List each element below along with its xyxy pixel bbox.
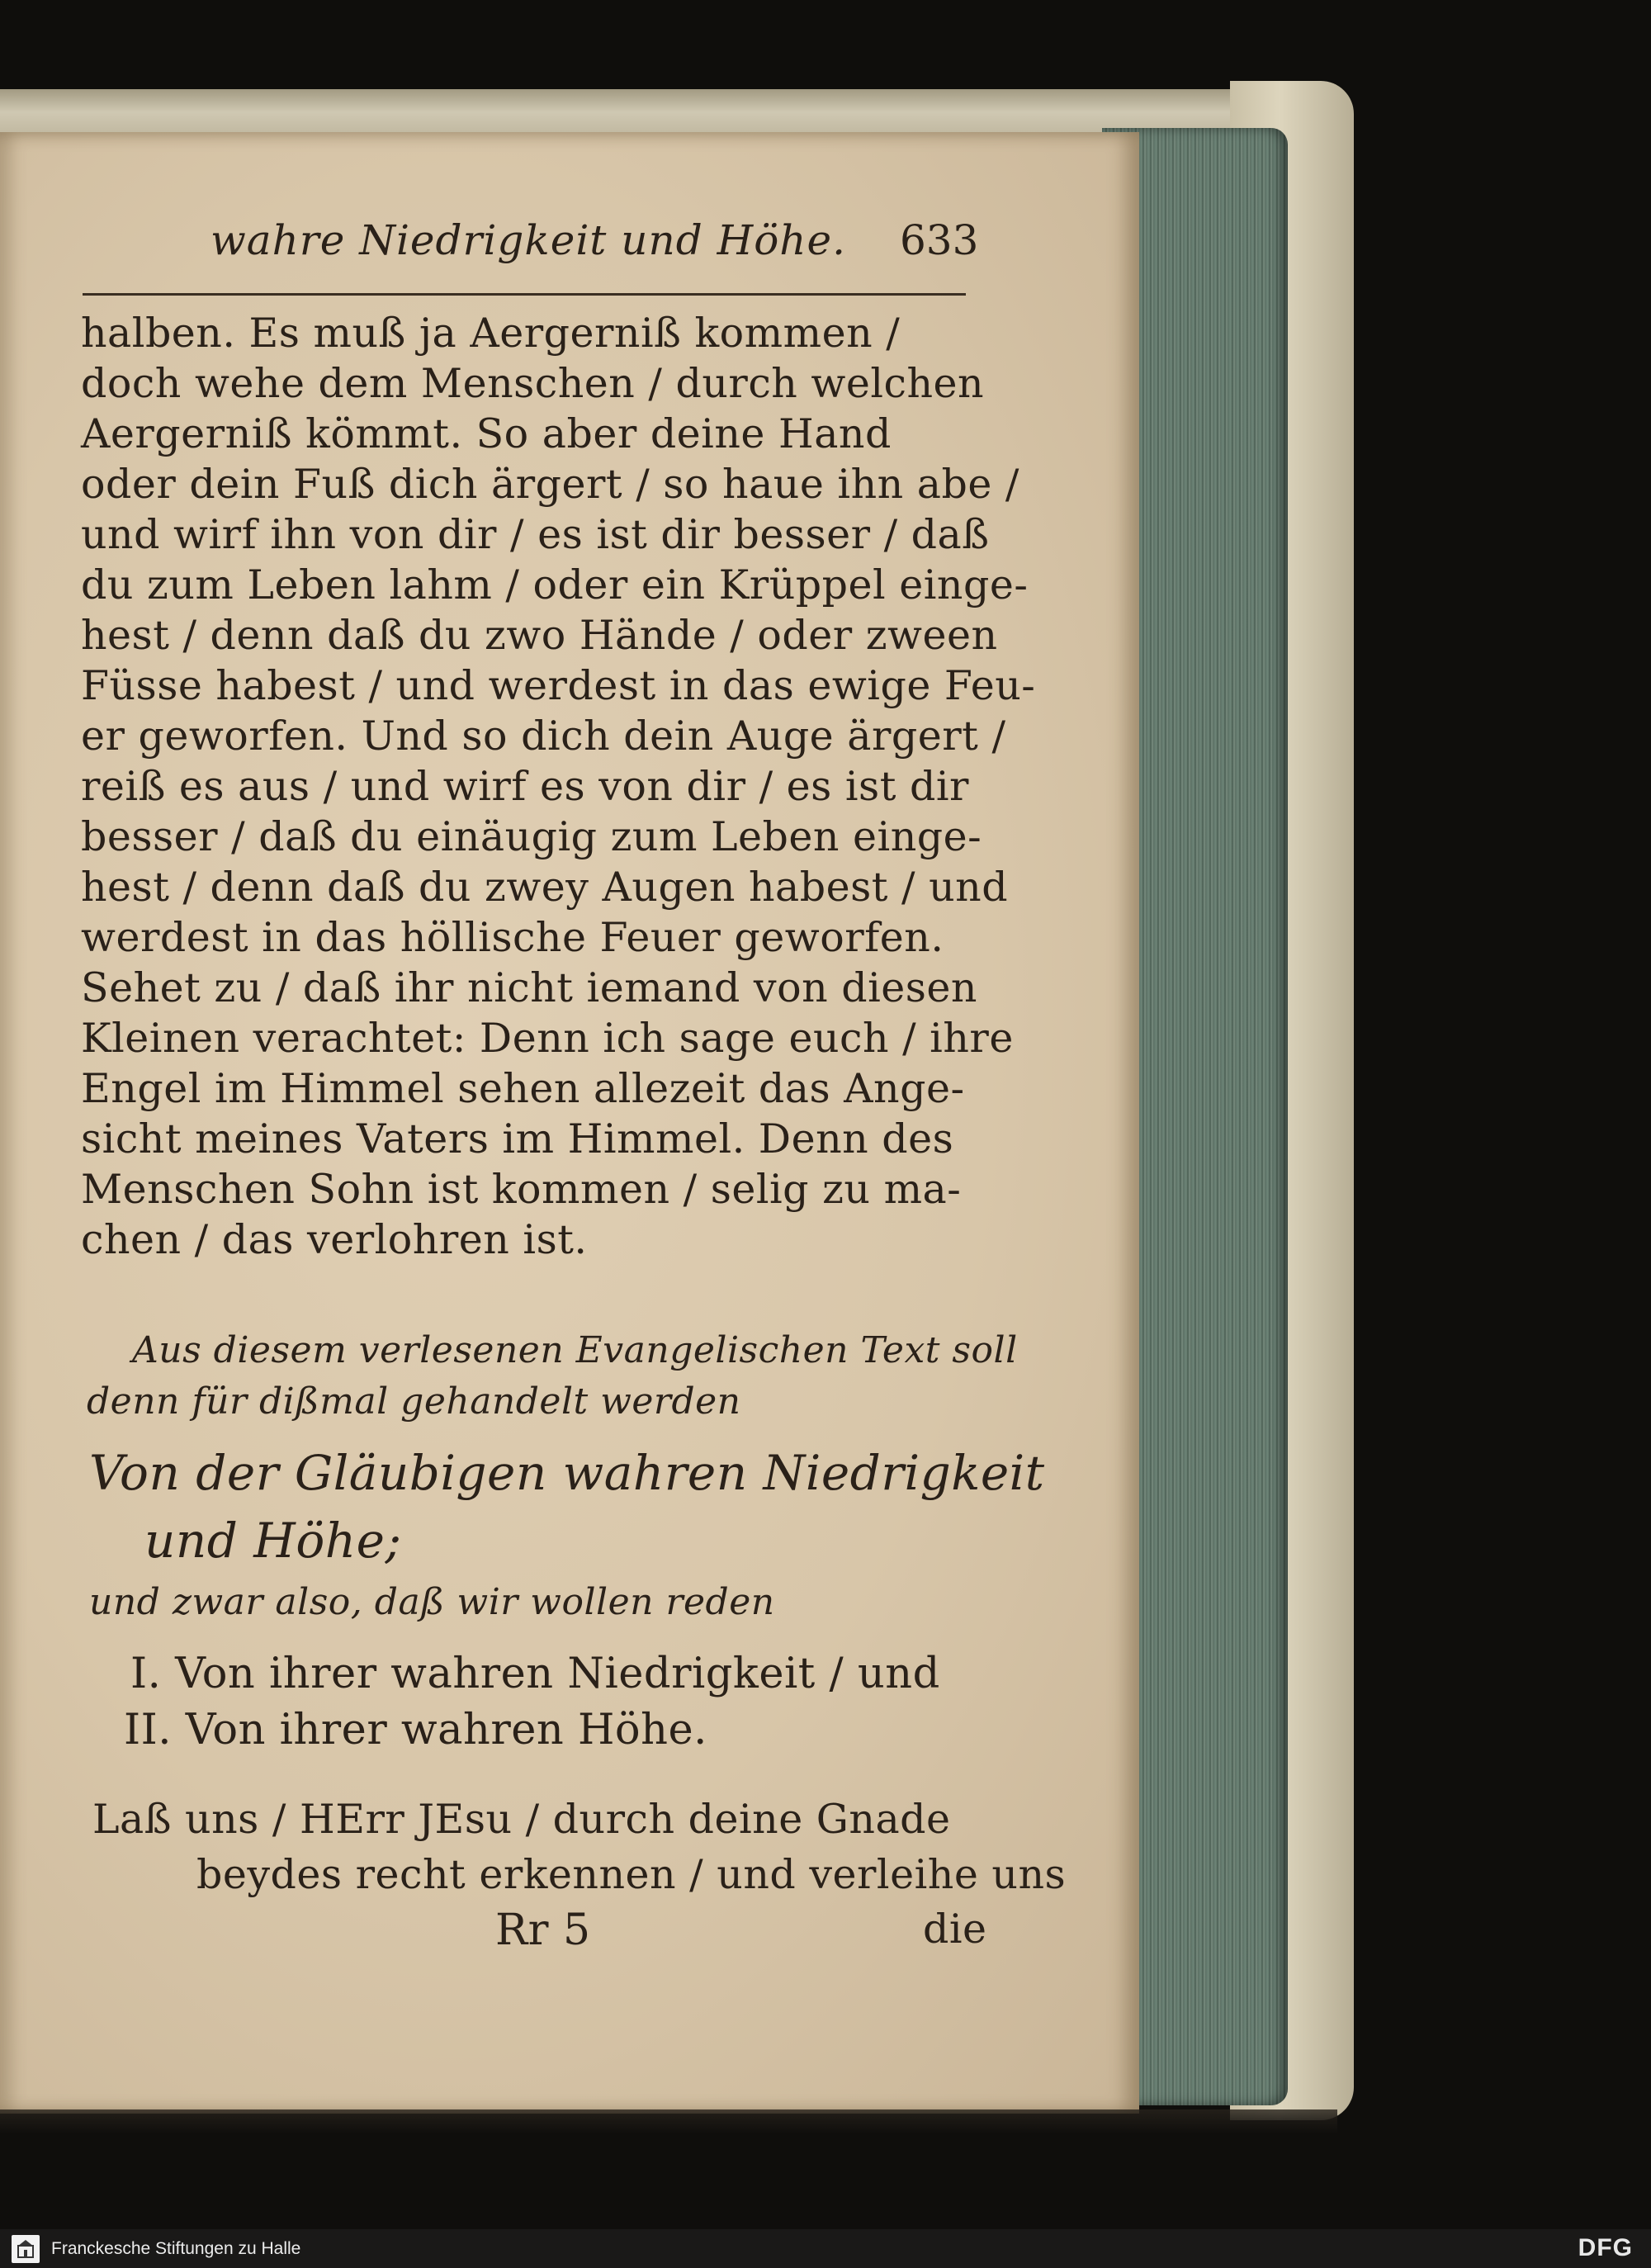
body-line: Sehet zu / daß ihr nicht iemand von diesen — [81, 964, 977, 1011]
body-line: Engel im Himmel sehen allezeit das Ange- — [81, 1065, 965, 1112]
body-line: halben. Es muß ja Aergerniß kommen / — [81, 310, 901, 357]
body-line: oder dein Fuß dich ärgert / so haue ihn abe / — [81, 461, 1019, 508]
body-line: besser / daß du einäugig zum Leben einge- — [81, 813, 982, 860]
theme-title: Von der Gläubigen wahren Niedrigkeit — [89, 1445, 1045, 1501]
body-line: und wirf ihn von dir / es ist dir besser / daß — [81, 511, 990, 558]
body-line: Kleinen verachtet: Denn ich sage euch / ihre — [81, 1015, 1014, 1062]
institution-seal-icon — [12, 2235, 40, 2263]
institution-name[interactable]: Franckesche Stiftungen zu Halle — [51, 2238, 301, 2258]
viewer-footer — [0, 2229, 1651, 2268]
prayer-line: Laß uns / HErr JEsu / durch deine Gnade — [92, 1796, 951, 1843]
signature-mark: Rr 5 — [495, 1906, 591, 1955]
part-heading: II. Von ihrer wahren Höhe. — [124, 1706, 707, 1754]
body-line: hest / denn daß du zwo Hände / oder zween — [81, 612, 998, 659]
page-shadow — [0, 2109, 1337, 2134]
body-line: du zum Leben lahm / oder ein Krüppel einge- — [81, 561, 1029, 608]
division-line: und zwar also, daß wir wollen reden — [89, 1581, 775, 1623]
body-line: sicht meines Vaters im Himmel. Denn des — [81, 1115, 954, 1162]
body-line: Füsse habest / und werdest in das ewige Feu- — [81, 662, 1036, 709]
body-line: doch wehe dem Menschen / durch welchen — [81, 360, 985, 407]
header-rule — [83, 293, 966, 296]
body-line: hest / denn daß du zwey Augen habest / und — [81, 864, 1009, 911]
body-line: reiß es aus / und wirf es von dir / es ist dir — [81, 763, 969, 810]
body-line: Menschen Sohn ist kommen / selig zu ma- — [81, 1166, 962, 1213]
dfg-logo: DFG — [1578, 2234, 1633, 2261]
part-heading: I. Von ihrer wahren Niedrigkeit / und — [130, 1650, 940, 1698]
intro-line: Aus diesem verlesenen Evangelischen Text soll — [132, 1329, 1018, 1371]
body-line: werdest in das höllische Feuer geworfen. — [81, 914, 944, 961]
body-line: chen / das verlohren ist. — [81, 1216, 588, 1263]
intro-line: denn für dißmal gehandelt werden — [87, 1380, 741, 1423]
page-number: 633 — [900, 216, 979, 264]
running-head: wahre Niedrigkeit und Höhe. — [211, 216, 846, 264]
theme-title: und Höhe; — [144, 1513, 402, 1569]
body-line: er geworfen. Und so dich dein Auge ärgert / — [81, 713, 1006, 760]
body-line: Aergerniß kömmt. So aber deine Hand — [81, 410, 892, 457]
prayer-line: beydes recht erkennen / und verleihe uns — [196, 1851, 1067, 1898]
catchword: die — [923, 1906, 987, 1953]
